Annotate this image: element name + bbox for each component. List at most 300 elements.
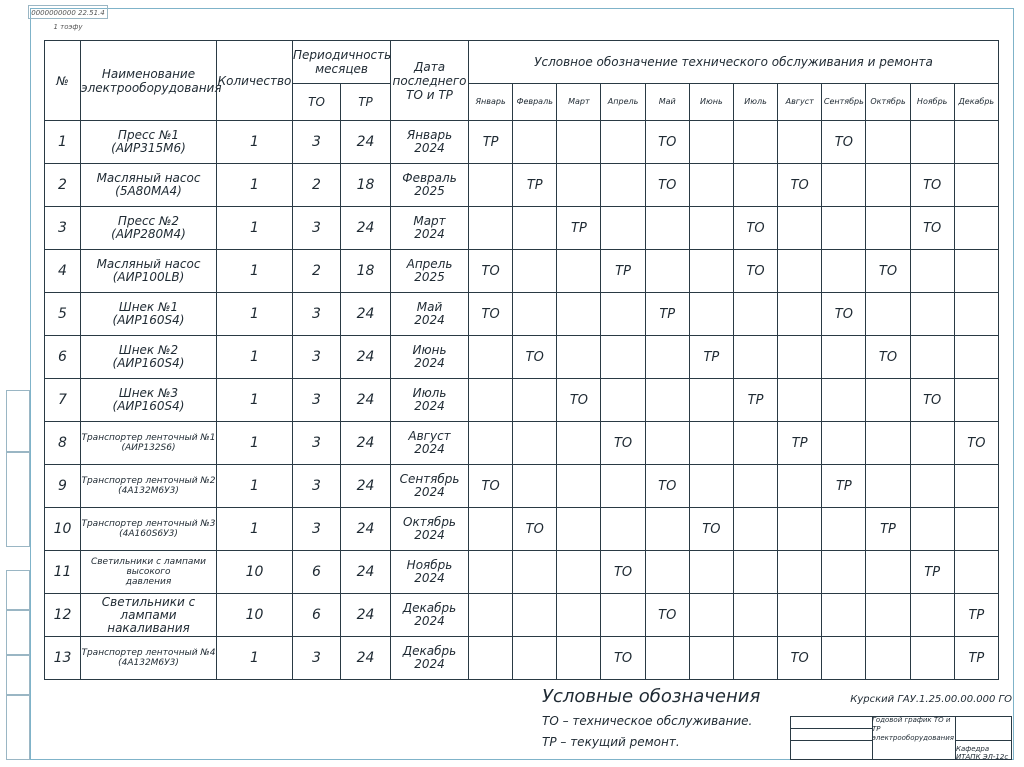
cell-month-mark [601, 164, 645, 207]
cell-month-mark [469, 207, 513, 250]
cell-qty [217, 379, 293, 422]
cell-month-mark [822, 250, 866, 293]
cell-month-mark [689, 551, 733, 594]
month-header: Апрель [601, 84, 645, 121]
cell-month-mark [866, 422, 910, 465]
cell-text: 1 [250, 220, 259, 236]
cell-period-tr [341, 465, 391, 508]
cell-text: 3 [312, 349, 321, 365]
cell-month-mark [733, 121, 777, 164]
cell-month-mark [645, 551, 689, 594]
cell-text: 24 [356, 349, 375, 365]
cell-month-mark [778, 551, 822, 594]
cell-text: Сентябрь [399, 472, 460, 486]
cell-month-mark [910, 465, 954, 508]
cell-month-mark [513, 207, 557, 250]
cell-month-mark [822, 164, 866, 207]
cell-month-mark: ТО [733, 207, 777, 250]
cell-text: 24 [356, 650, 375, 666]
cell-month-mark: ТО [645, 121, 689, 164]
cell-text: 2024 [414, 571, 445, 585]
cell-month-mark [778, 250, 822, 293]
cell-text: Масляный насос [96, 257, 201, 271]
cell-month-mark [469, 164, 513, 207]
header-schedule: Условное обозначение технического обслуживания и ремонта [469, 41, 999, 84]
cell-month-mark [954, 508, 998, 551]
cell-month-mark [689, 422, 733, 465]
cell-month-mark [954, 379, 998, 422]
cell-name [81, 121, 217, 164]
cell-text: 18 [356, 263, 375, 279]
table-row [45, 551, 999, 594]
cell-month-mark: ТР [557, 207, 601, 250]
cell-period-tr [341, 422, 391, 465]
cell-num [45, 508, 81, 551]
table-row [45, 379, 999, 422]
cell-text: 9 [58, 478, 67, 494]
cell-text: 18 [356, 177, 375, 193]
side-cell [6, 610, 30, 655]
cell-text: 3 [312, 435, 321, 451]
month-header: Октябрь [866, 84, 910, 121]
cell-num [45, 379, 81, 422]
cell-month-mark [645, 379, 689, 422]
cell-month-mark [689, 250, 733, 293]
cell-month-mark [866, 293, 910, 336]
cell-text: 24 [356, 392, 375, 408]
cell-month-mark [513, 250, 557, 293]
cell-month-mark: ТО [866, 250, 910, 293]
cell-text: 3 [312, 134, 321, 150]
cell-num [45, 637, 81, 680]
cell-last-date [391, 637, 469, 680]
cell-text: 2024 [414, 227, 445, 241]
tb-line [790, 728, 872, 729]
cell-text: Транспортер ленточный №3 [81, 519, 216, 529]
cell-month-mark [822, 336, 866, 379]
cell-text: Шнек №2 [118, 343, 179, 357]
cell-period-to [293, 207, 341, 250]
cell-num [45, 207, 81, 250]
header-period: Периодичность месяцев [293, 41, 391, 84]
cell-text: 1 [250, 349, 259, 365]
cell-month-mark [469, 508, 513, 551]
cell-month-mark [954, 164, 998, 207]
cell-month-mark [954, 250, 998, 293]
side-strip [6, 390, 30, 760]
cell-month-mark [557, 293, 601, 336]
cell-month-mark: ТР [601, 250, 645, 293]
cell-month-mark [557, 121, 601, 164]
legend-to: ТО – техническое обслуживание. [542, 714, 753, 728]
cell-month-mark [557, 594, 601, 637]
cell-period-to [293, 508, 341, 551]
cell-month-mark: ТО [910, 164, 954, 207]
cell-month-mark: ТО [733, 250, 777, 293]
cell-qty [217, 551, 293, 594]
cell-text: 3 [312, 306, 321, 322]
cell-month-mark [601, 379, 645, 422]
side-cell [6, 452, 30, 547]
cell-text: лампами накаливания [107, 607, 190, 635]
cell-period-tr [341, 164, 391, 207]
cell-period-to [293, 336, 341, 379]
cell-num [45, 465, 81, 508]
cell-text: 2025 [414, 184, 445, 198]
cell-month-mark: ТО [778, 637, 822, 680]
cell-text: Масляный насос [96, 171, 201, 185]
cell-text: Август [408, 429, 451, 443]
cell-month-mark [778, 293, 822, 336]
cell-month-mark [645, 508, 689, 551]
cell-month-mark [866, 207, 910, 250]
cell-period-to [293, 250, 341, 293]
cell-text: Апрель [406, 257, 453, 271]
cell-month-mark [689, 121, 733, 164]
cell-text: (5А80МА4) [115, 184, 182, 198]
cell-month-mark: ТО [866, 336, 910, 379]
cell-text: 2024 [414, 657, 445, 671]
cell-num [45, 250, 81, 293]
table-row [45, 207, 999, 250]
cell-month-mark: ТО [513, 508, 557, 551]
cell-month-mark [469, 422, 513, 465]
cell-period-tr [341, 551, 391, 594]
cell-text: 1 [250, 478, 259, 494]
month-header: Март [557, 84, 601, 121]
cell-month-mark [689, 465, 733, 508]
cell-text: 8 [58, 435, 67, 451]
cell-name [81, 594, 217, 637]
cell-period-to [293, 422, 341, 465]
cell-text: 2 [312, 177, 321, 193]
cell-month-mark: ТР [733, 379, 777, 422]
cell-last-date [391, 422, 469, 465]
cell-month-mark [689, 637, 733, 680]
cell-last-date [391, 250, 469, 293]
cell-text: 24 [356, 521, 375, 537]
cell-month-mark [866, 164, 910, 207]
cell-month-mark [910, 594, 954, 637]
cell-month-mark: ТР [954, 594, 998, 637]
cell-month-mark [557, 465, 601, 508]
cell-period-to [293, 121, 341, 164]
table-row [45, 164, 999, 207]
cell-qty [217, 508, 293, 551]
cell-month-mark [689, 207, 733, 250]
cell-month-mark: ТО [910, 379, 954, 422]
cell-month-mark [557, 164, 601, 207]
cell-text: Пресс №1 [117, 128, 180, 142]
cell-month-mark: ТО [822, 121, 866, 164]
cell-month-mark: ТО [469, 465, 513, 508]
cell-month-mark [513, 121, 557, 164]
cell-month-mark [778, 121, 822, 164]
cell-month-mark [689, 379, 733, 422]
side-cell [6, 695, 30, 760]
cell-text: 24 [356, 134, 375, 150]
cell-text: 2024 [414, 442, 445, 456]
cell-num [45, 164, 81, 207]
cell-text: Шнек №3 [118, 386, 179, 400]
cell-month-mark [822, 594, 866, 637]
cell-text: 1 [250, 392, 259, 408]
cell-text: Транспортер ленточный №4 [81, 648, 216, 658]
cell-period-to [293, 594, 341, 637]
cell-month-mark [733, 164, 777, 207]
cell-text: 2024 [414, 356, 445, 370]
cell-num [45, 594, 81, 637]
cell-month-mark [557, 508, 601, 551]
cell-text: 24 [356, 435, 375, 451]
cell-month-mark [513, 465, 557, 508]
cell-text: Декабрь [402, 644, 457, 658]
month-header: Февраль [513, 84, 557, 121]
cell-month-mark: ТО [645, 594, 689, 637]
cell-qty [217, 465, 293, 508]
cell-text: 4 [58, 263, 67, 279]
titleblock-dept: Кафедра ИТАПК ЭЛ-12с [956, 745, 1009, 761]
cell-text: (4А132М6У3) [118, 486, 179, 496]
cell-qty [217, 594, 293, 637]
cell-month-mark [513, 422, 557, 465]
cell-month-mark: ТО [513, 336, 557, 379]
cell-text: 2 [58, 177, 67, 193]
cell-name [81, 250, 217, 293]
cell-month-mark [601, 207, 645, 250]
cell-text: 11 [53, 564, 72, 580]
cell-month-mark: ТР [954, 637, 998, 680]
cell-text: 2025 [414, 270, 445, 284]
cell-name [81, 551, 217, 594]
cell-month-mark: ТР [689, 336, 733, 379]
cell-text: 6 [58, 349, 67, 365]
cell-text: 1 [250, 177, 259, 193]
cell-text: 10 [245, 564, 264, 580]
cell-text: 1 [250, 521, 259, 537]
header-num: № [45, 41, 81, 121]
cell-month-mark [645, 207, 689, 250]
cell-month-mark [689, 293, 733, 336]
cell-text: 6 [312, 607, 321, 623]
cell-month-mark: ТР [513, 164, 557, 207]
cell-text: Май [416, 300, 443, 314]
cell-num [45, 422, 81, 465]
stamp-code: 0000000000 22.51.4 1 тоэфу [28, 5, 108, 19]
titleblock-doc: Годовой график ТО и ТР электрооборудования [872, 716, 954, 742]
cell-month-mark [778, 207, 822, 250]
legend-title: Условные обозначения [542, 686, 761, 707]
cell-qty [217, 250, 293, 293]
cell-month-mark [910, 293, 954, 336]
cell-text: 1 [250, 134, 259, 150]
cell-num [45, 121, 81, 164]
cell-text: (АИР160S4) [112, 399, 185, 413]
cell-text: 7 [58, 392, 67, 408]
cell-text: 2024 [414, 141, 445, 155]
cell-month-mark: ТО [954, 422, 998, 465]
cell-text: Январь [406, 128, 453, 142]
cell-month-mark [954, 465, 998, 508]
cell-month-mark [778, 465, 822, 508]
cell-month-mark [733, 465, 777, 508]
cell-text: 24 [356, 607, 375, 623]
cell-text: (4А160S6У3) [119, 529, 178, 539]
cell-month-mark: ТО [469, 250, 513, 293]
cell-month-mark [733, 594, 777, 637]
table-row [45, 422, 999, 465]
cell-text: 1 [250, 263, 259, 279]
table-row [45, 465, 999, 508]
cell-month-mark: ТО [645, 164, 689, 207]
cell-month-mark [866, 121, 910, 164]
cell-month-mark [954, 551, 998, 594]
month-header: Ноябрь [910, 84, 954, 121]
cell-last-date [391, 336, 469, 379]
cell-month-mark: ТР [910, 551, 954, 594]
cell-text: Пресс №2 [117, 214, 180, 228]
month-header: Июль [733, 84, 777, 121]
cell-last-date [391, 551, 469, 594]
cell-month-mark [866, 594, 910, 637]
cell-text: (АИР160S4) [112, 356, 185, 370]
cell-text: Светильники с лампами высокого [90, 557, 207, 577]
cell-text: Шнек №1 [118, 300, 179, 314]
cell-text: (АИР315М6) [111, 141, 186, 155]
cell-text: (АИР280М4) [111, 227, 186, 241]
cell-month-mark [601, 121, 645, 164]
cell-month-mark [822, 422, 866, 465]
cell-month-mark [513, 379, 557, 422]
cell-text: Транспортер ленточный №1 [81, 433, 216, 443]
cell-period-tr [341, 293, 391, 336]
cell-month-mark [910, 336, 954, 379]
cell-month-mark [645, 250, 689, 293]
table-row [45, 637, 999, 680]
cell-text: 1 [250, 650, 259, 666]
cell-month-mark [689, 594, 733, 637]
cell-text: 2024 [414, 313, 445, 327]
cell-qty [217, 207, 293, 250]
table-row [45, 594, 999, 637]
header-period-tr: ТР [341, 84, 391, 121]
cell-period-tr [341, 250, 391, 293]
cell-month-mark [557, 637, 601, 680]
side-cell [6, 570, 30, 610]
cell-month-mark [601, 465, 645, 508]
cell-month-mark: ТО [601, 422, 645, 465]
cell-text: 3 [58, 220, 67, 236]
month-header: Июнь [689, 84, 733, 121]
table-row [45, 293, 999, 336]
cell-period-to [293, 637, 341, 680]
cell-text: 2024 [414, 485, 445, 499]
cell-text: Март [413, 214, 446, 228]
cell-month-mark [910, 250, 954, 293]
cell-text: 2024 [414, 614, 445, 628]
cell-month-mark [733, 637, 777, 680]
cell-month-mark [822, 551, 866, 594]
cell-text: Декабрь [402, 601, 457, 615]
cell-month-mark [645, 422, 689, 465]
cell-month-mark [601, 508, 645, 551]
cell-period-tr [341, 121, 391, 164]
cell-month-mark [513, 293, 557, 336]
cell-month-mark: ТО [778, 164, 822, 207]
cell-qty [217, 164, 293, 207]
cell-name [81, 336, 217, 379]
cell-name [81, 508, 217, 551]
cell-month-mark: ТР [822, 465, 866, 508]
cell-text: 3 [312, 478, 321, 494]
cell-month-mark [513, 594, 557, 637]
cell-period-tr [341, 379, 391, 422]
cell-text: 1 [250, 435, 259, 451]
cell-period-tr [341, 637, 391, 680]
cell-month-mark: ТО [910, 207, 954, 250]
cell-text: (АИР100LB) [112, 270, 185, 284]
cell-month-mark [513, 551, 557, 594]
cell-name [81, 293, 217, 336]
cell-last-date [391, 293, 469, 336]
cell-qty [217, 422, 293, 465]
header-qty: Количество [217, 41, 293, 121]
cell-num [45, 551, 81, 594]
cell-month-mark: ТР [778, 422, 822, 465]
cell-month-mark [954, 121, 998, 164]
cell-month-mark: ТР [469, 121, 513, 164]
cell-month-mark: ТО [557, 379, 601, 422]
cell-name [81, 379, 217, 422]
cell-month-mark [557, 336, 601, 379]
tb-line [790, 740, 872, 741]
cell-text: 10 [53, 521, 72, 537]
cell-text: 5 [58, 306, 67, 322]
cell-text: 2024 [414, 528, 445, 542]
cell-period-tr [341, 336, 391, 379]
cell-month-mark [689, 164, 733, 207]
cell-month-mark [601, 594, 645, 637]
cell-month-mark: ТО [601, 637, 645, 680]
cell-month-mark [733, 422, 777, 465]
cell-month-mark [910, 121, 954, 164]
cell-last-date [391, 465, 469, 508]
cell-num [45, 293, 81, 336]
side-cell [6, 655, 30, 695]
cell-text: (АИР160S4) [112, 313, 185, 327]
cell-text: (4А132М6У3) [118, 658, 179, 668]
cell-text: 24 [356, 220, 375, 236]
cell-text: 12 [53, 607, 72, 623]
cell-month-mark [557, 422, 601, 465]
cell-last-date [391, 121, 469, 164]
cell-month-mark: ТО [601, 551, 645, 594]
cell-month-mark: ТО [822, 293, 866, 336]
cell-month-mark [778, 508, 822, 551]
month-header: Сентябрь [822, 84, 866, 121]
cell-month-mark [778, 594, 822, 637]
cell-month-mark [778, 336, 822, 379]
cell-text: 24 [356, 564, 375, 580]
cell-month-mark [601, 336, 645, 379]
cell-month-mark [910, 637, 954, 680]
cell-text: Светильники с [101, 594, 196, 609]
cell-month-mark: ТО [689, 508, 733, 551]
table-row [45, 250, 999, 293]
header-name: Наименование электрооборудования [81, 41, 217, 121]
cell-name [81, 207, 217, 250]
table-row [45, 336, 999, 379]
